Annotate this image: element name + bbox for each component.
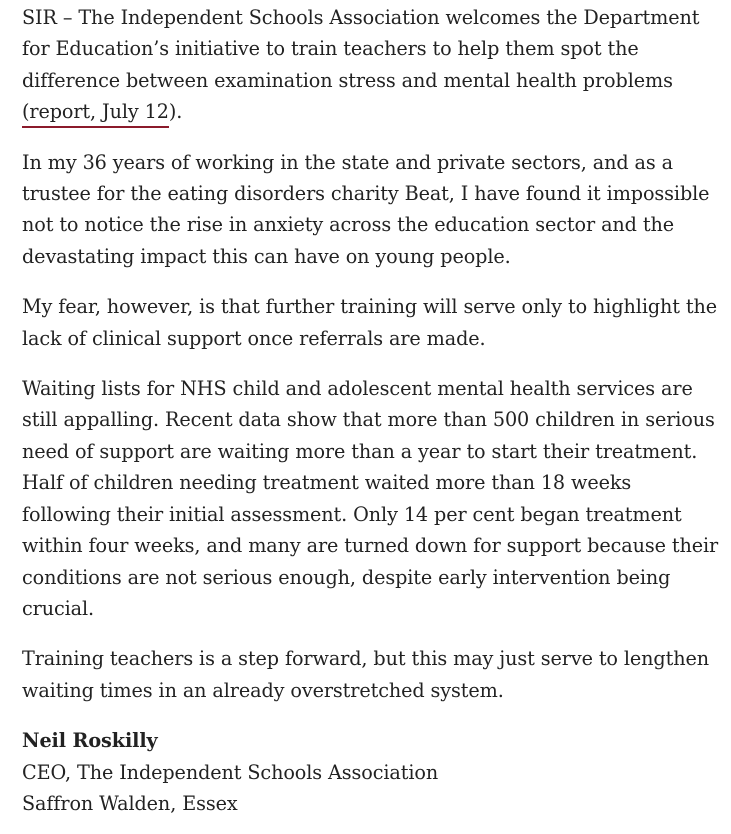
signatory-title: CEO, The Independent Schools Association [22, 760, 439, 784]
paragraph-2: In my 36 years of working in the state and private sectors, and as a trustee for the eating disorders charity Beat, I have found it impossible not to notice the rise in anxiety across the education sector and the devastating impact this can have on young people. [22, 150, 710, 268]
signatory-name: Neil Roskilly [22, 729, 158, 753]
signature-block [22, 725, 722, 819]
letter-body [22, 2, 722, 819]
paragraph-3: My fear, however, is that further training will serve only to highlight the lack of clinical support once referrals are made. [22, 295, 718, 350]
paragraph-4: Waiting lists for NHS child and adolescent mental health services are still appalling. Recent data show that more than 500 children in serious need of support are waiting more than a year to start their treatment. Half of children needing treatment waited more than 18 weeks following their initial assessment. Only 14 per cent began treatment within four weeks, and many are turned down for support because their conditions are not serious enough, despite early intervention being crucial. [22, 377, 719, 620]
report-reference-link[interactable]: (report, July 12 [22, 100, 169, 128]
paragraph-1 [22, 2, 722, 128]
paragraph-1-end: ). [168, 100, 183, 124]
signatory-location: Saffron Walden, Essex [22, 791, 238, 815]
paragraph-1-text: SIR – The Independent Schools Association welcomes the Department for Education’s initiative to train teachers to help them spot the difference between examination stress and mental health problems [22, 6, 700, 92]
paragraph-5: Training teachers is a step forward, but this may just serve to lengthen waiting times in an already overstretched system. [22, 647, 709, 702]
